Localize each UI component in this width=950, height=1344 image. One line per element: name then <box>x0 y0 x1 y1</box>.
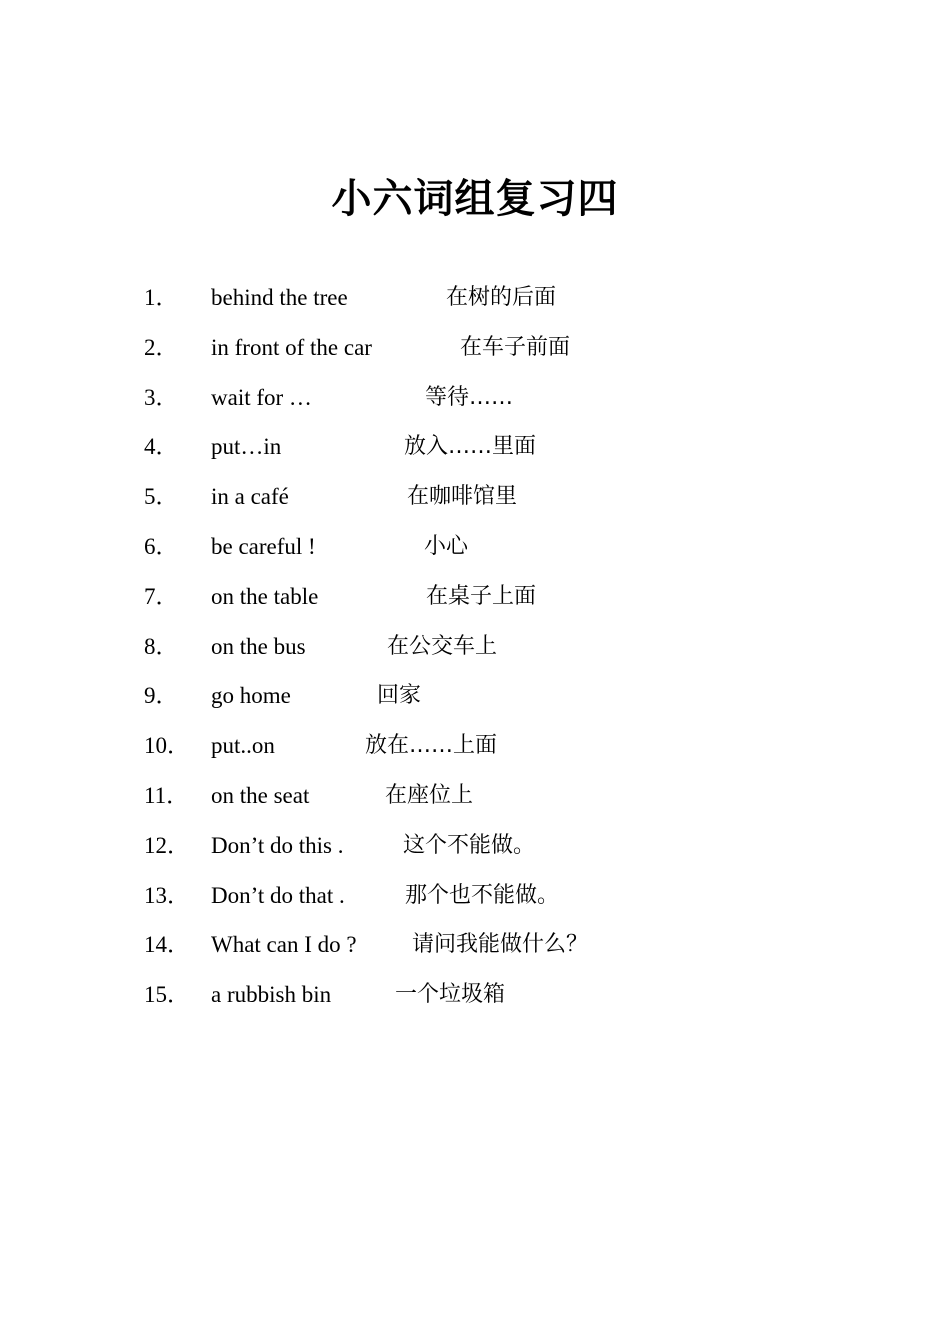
english-phrase: behind the tree <box>211 285 348 310</box>
item-number: 9． <box>144 683 179 709</box>
english-phrase: Don’t do that . <box>211 882 345 908</box>
list-item <box>0 424 950 474</box>
item-number: 14． <box>144 932 190 958</box>
english-phrase: on the bus <box>211 633 306 659</box>
english-phrase: go home <box>211 683 291 709</box>
chinese-meaning: 在树的后面 <box>446 285 557 310</box>
english-phrase: a rubbish bin <box>211 982 332 1008</box>
english-phrase: on the table <box>211 583 319 609</box>
chinese-meaning: 在车子前面 <box>460 334 571 360</box>
item-number: 11． <box>144 782 190 808</box>
item-number: 10． <box>144 733 190 759</box>
list-item <box>0 325 950 375</box>
item-number: 5． <box>144 484 179 510</box>
item-number: 7． <box>144 583 179 609</box>
english-phrase: Don’t do this . <box>211 832 344 858</box>
list-item <box>0 773 950 823</box>
item-number: 2． <box>144 334 179 360</box>
list-item <box>0 624 950 674</box>
item-number: 1． <box>144 285 179 310</box>
chinese-meaning: 在座位上 <box>385 782 474 808</box>
english-phrase: What can I do ? <box>211 932 357 958</box>
list-item <box>0 474 950 524</box>
phrase-list <box>0 275 950 1022</box>
chinese-meaning: 放在……上面 <box>365 733 498 759</box>
page-title: 小六词组复习四 <box>331 176 619 222</box>
chinese-meaning: 在咖啡馆里 <box>407 484 518 510</box>
list-item <box>0 823 950 873</box>
chinese-meaning: 请问我能做什么？ <box>412 932 589 958</box>
list-item <box>0 873 950 923</box>
chinese-meaning: 等待…… <box>425 384 514 410</box>
list-item <box>0 723 950 773</box>
item-number: 12． <box>144 832 190 858</box>
chinese-meaning: 放入……里面 <box>404 434 537 460</box>
list-item <box>0 574 950 624</box>
list-item <box>0 375 950 425</box>
english-phrase: in a café <box>211 484 289 510</box>
list-item <box>0 922 950 972</box>
chinese-meaning: 在公交车上 <box>387 633 498 659</box>
item-number: 13． <box>144 882 190 908</box>
list-item <box>0 972 950 1022</box>
item-number: 3． <box>144 384 179 410</box>
english-phrase: in front of the car <box>211 334 372 360</box>
item-number: 8． <box>144 633 179 659</box>
chinese-meaning: 这个不能做。 <box>403 832 536 858</box>
chinese-meaning: 那个也不能做。 <box>405 882 560 908</box>
english-phrase: on the seat <box>211 782 310 808</box>
chinese-meaning: 在桌子上面 <box>426 583 537 609</box>
chinese-meaning: 小心 <box>424 533 469 559</box>
chinese-meaning: 一个垃圾箱 <box>395 982 506 1008</box>
item-number: 6． <box>144 533 179 559</box>
item-number: 4． <box>144 434 179 460</box>
chinese-meaning: 回家 <box>377 683 422 709</box>
english-phrase: wait for … <box>211 384 312 410</box>
english-phrase: be careful ! <box>211 533 316 559</box>
english-phrase: put…in <box>211 434 282 460</box>
list-item <box>0 673 950 723</box>
list-item <box>0 524 950 574</box>
english-phrase: put..on <box>211 733 275 759</box>
item-number: 15． <box>144 982 190 1008</box>
list-item <box>0 275 950 325</box>
